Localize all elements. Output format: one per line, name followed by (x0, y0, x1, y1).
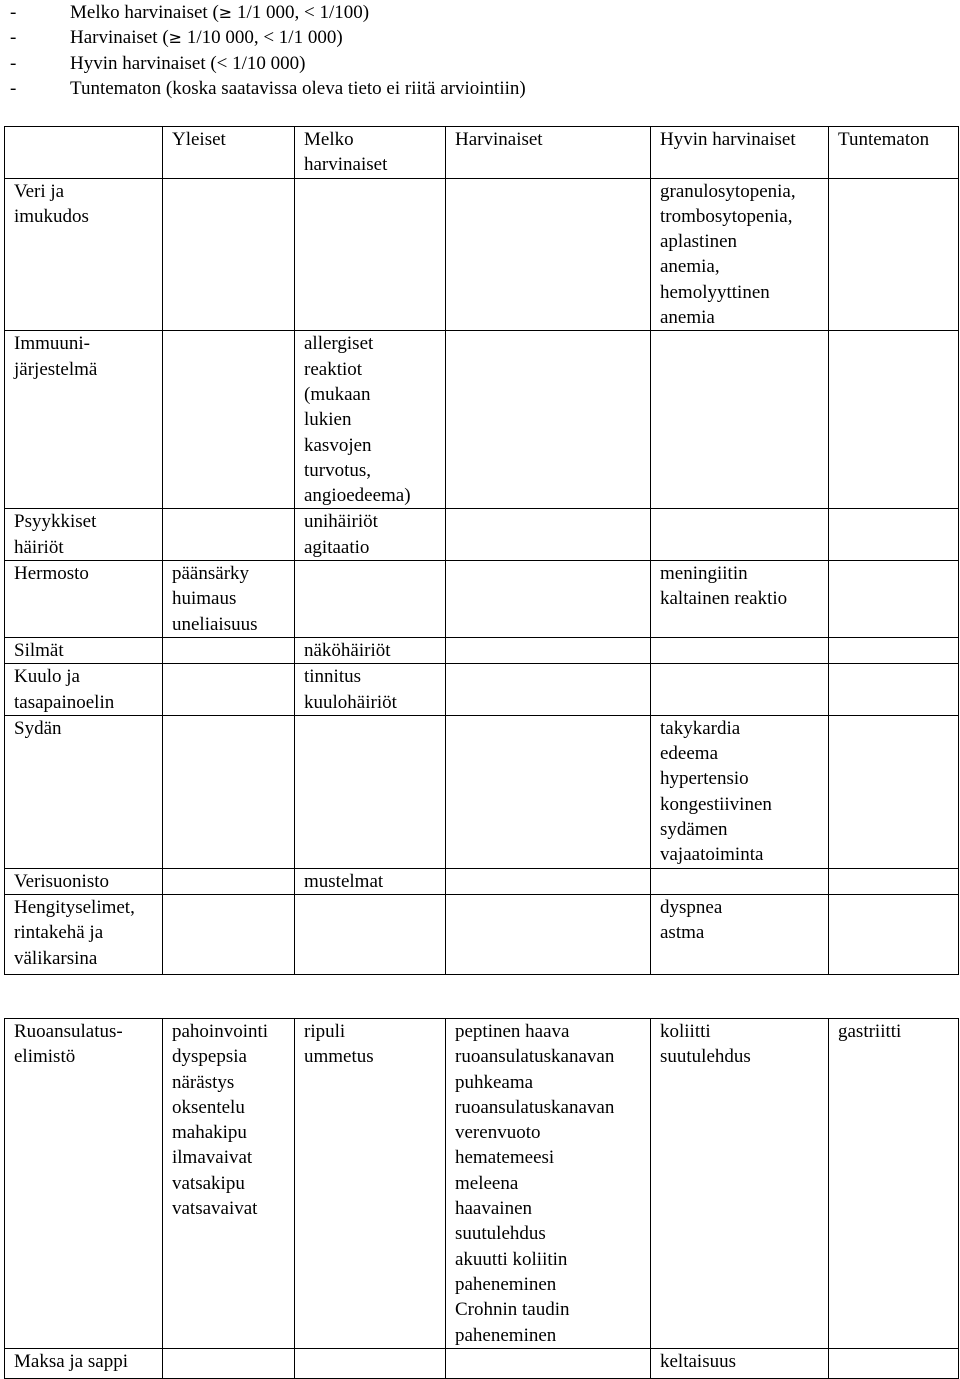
cell-line: Immuuni- (14, 333, 90, 355)
table-row (5, 637, 959, 663)
unknown-cell (829, 509, 959, 561)
header-organ-class (5, 127, 163, 179)
uncommon-cell (295, 715, 446, 868)
table-row (5, 509, 959, 561)
cell-line: trombosytopenia, (660, 205, 793, 227)
cell-line: Crohnin taudin (455, 1299, 570, 1321)
rare-cell (446, 509, 651, 561)
organ-class-cell (5, 894, 163, 974)
table-row (5, 1348, 959, 1378)
cell-line: Psyykkiset (14, 511, 97, 533)
rare-cell (446, 1019, 651, 1349)
rare-cell (446, 1348, 651, 1378)
frequency-item (10, 76, 526, 101)
cell-line: häiriöt (14, 536, 64, 558)
uncommon-cell (295, 509, 446, 561)
organ-class-cell (5, 868, 163, 894)
cell-line: paheneminen (455, 1324, 557, 1346)
list-text: Tuntematon (koska saatavissa oleva tieto ei riitä arviointiin) (70, 77, 526, 99)
list-text: 1/10 000, < 1/1 000) (182, 27, 343, 49)
cell-line: (mukaan (304, 383, 371, 405)
adverse-effects-table-continued (4, 1018, 959, 1379)
header-uncommon: Melko harvinaiset (295, 127, 446, 179)
cell-line: lukien (304, 409, 352, 431)
cell-line: Sydän (14, 717, 62, 739)
table-body (5, 1019, 959, 1379)
header-very-rare: Hyvin harvinaiset (651, 127, 829, 179)
list-text: Melko harvinaiset ( (70, 2, 219, 23)
cell-line: agitaatio (304, 536, 370, 558)
header-common: Yleiset (163, 127, 295, 179)
common-cell (163, 637, 295, 663)
cell-line: pahoinvointi (172, 1021, 269, 1042)
cell-line: dyspnea (660, 896, 723, 918)
common-cell (163, 664, 295, 716)
header-unknown: Tuntematon (829, 127, 959, 179)
table-row (5, 868, 959, 894)
cell-line: kaltainen reaktio (660, 588, 788, 610)
unknown-cell (829, 561, 959, 638)
greater-equal-symbol: ≥ (218, 3, 233, 22)
table-row (5, 561, 959, 638)
unknown-cell (829, 331, 959, 509)
cell-line: hematemeesi (455, 1147, 555, 1169)
cell-line: angioedeema) (304, 485, 411, 507)
cell-line: turvotus, (304, 459, 372, 481)
common-cell (163, 1019, 295, 1349)
organ-class-cell (5, 664, 163, 716)
cell-line: Silmät (14, 639, 64, 661)
rare-cell (446, 894, 651, 974)
uncommon-cell (295, 894, 446, 974)
cell-line: unihäiriöt (304, 511, 378, 533)
unknown-cell (829, 894, 959, 974)
very-rare-cell (651, 868, 829, 894)
organ-class-cell (5, 561, 163, 638)
uncommon-cell (295, 331, 446, 509)
uncommon-cell (295, 664, 446, 716)
unknown-cell (829, 1348, 959, 1378)
table-row (5, 1019, 959, 1349)
cell-line: dyspepsia (172, 1046, 247, 1068)
frequency-definition-list (10, 0, 526, 101)
very-rare-cell (651, 664, 829, 716)
common-cell (163, 1348, 295, 1378)
cell-line: vatsavaivat (172, 1198, 258, 1220)
cell-line: meleena (455, 1172, 519, 1194)
cell-line: granulosytopenia, (660, 180, 796, 202)
cell-line: ripuli (304, 1021, 346, 1042)
cell-line: Ruoansulatus- (14, 1021, 123, 1042)
organ-class-cell (5, 331, 163, 509)
organ-class-cell (5, 637, 163, 663)
cell-line: suutulehdus (455, 1223, 546, 1245)
cell-line: paheneminen (455, 1273, 557, 1295)
cell-line: meningiitin (660, 563, 748, 585)
greater-equal-symbol: ≥ (168, 28, 183, 48)
table-row (5, 331, 959, 509)
unknown-cell (829, 1019, 959, 1349)
cell-line: aplastinen (660, 231, 738, 253)
cell-line: gastriitti (838, 1021, 902, 1042)
very-rare-cell (651, 1019, 829, 1349)
common-cell (163, 178, 295, 331)
organ-class-cell (5, 715, 163, 868)
cell-line: reaktiot (304, 358, 363, 380)
cell-line: ummetus (304, 1046, 374, 1068)
cell-line: haavainen (455, 1198, 533, 1220)
very-rare-cell (651, 715, 829, 868)
cell-line: Hengityselimet, (14, 896, 135, 918)
cell-line: anemia (660, 307, 715, 329)
rare-cell (446, 561, 651, 638)
list-dash: - (10, 27, 17, 49)
cell-line: huimaus (172, 588, 237, 610)
rare-cell (446, 178, 651, 331)
cell-line: keltaisuus (660, 1350, 736, 1372)
cell-line: kongestiivinen (660, 793, 772, 815)
common-cell (163, 868, 295, 894)
common-cell (163, 715, 295, 868)
very-rare-cell (651, 1348, 829, 1378)
unknown-cell (829, 178, 959, 331)
cell-line: Maksa ja sappi (14, 1350, 128, 1372)
table-row (5, 178, 959, 331)
cell-line: edeema (660, 743, 719, 765)
table-row (5, 715, 959, 868)
common-cell (163, 509, 295, 561)
uncommon-cell (295, 561, 446, 638)
cell-line: elimistö (14, 1046, 76, 1068)
cell-line: välikarsina (14, 947, 98, 969)
cell-line: kuulohäiriöt (304, 691, 397, 713)
cell-line: näköhäiriöt (304, 639, 391, 661)
very-rare-cell (651, 561, 829, 638)
cell-line: vatsakipu (172, 1172, 245, 1194)
cell-line: mahakipu (172, 1122, 247, 1144)
cell-line: suutulehdus (660, 1046, 751, 1068)
list-text: Harvinaiset ( (70, 27, 169, 49)
cell-line: päänsärky (172, 563, 250, 585)
table-body (5, 178, 959, 974)
list-dash: - (10, 2, 17, 23)
organ-class-cell (5, 509, 163, 561)
list-text: Hyvin harvinaiset (< 1/10 000) (70, 52, 306, 74)
cell-line: järjestelmä (14, 358, 98, 380)
cell-line: närästys (172, 1071, 235, 1093)
cell-line: Veri ja (14, 180, 65, 202)
list-text: 1/1 000, < 1/100) (232, 2, 370, 23)
organ-class-cell (5, 178, 163, 331)
uncommon-cell (295, 1348, 446, 1378)
very-rare-cell (651, 331, 829, 509)
uncommon-cell (295, 178, 446, 331)
very-rare-cell (651, 509, 829, 561)
cell-line: rintakehä ja (14, 922, 104, 944)
cell-line: mustelmat (304, 870, 384, 892)
cell-line: peptinen haava (455, 1021, 570, 1042)
common-cell (163, 894, 295, 974)
cell-line: tinnitus (304, 666, 362, 688)
common-cell (163, 561, 295, 638)
header-row (5, 127, 959, 179)
cell-line: uneliaisuus (172, 613, 258, 635)
table-row (5, 664, 959, 716)
rare-cell (446, 715, 651, 868)
cell-line: takykardia (660, 717, 741, 739)
cell-line: Kuulo ja (14, 666, 80, 688)
frequency-item (10, 0, 526, 25)
cell-line: sydämen (660, 819, 728, 841)
common-cell (163, 331, 295, 509)
rare-cell (446, 868, 651, 894)
cell-line: hypertensio (660, 768, 749, 790)
unknown-cell (829, 637, 959, 663)
cell-line: ruoansulatuskanavan (455, 1096, 615, 1118)
rare-cell (446, 331, 651, 509)
list-dash: - (10, 52, 17, 74)
cell-line: Verisuonisto (14, 870, 109, 892)
cell-line: akuutti koliitin (455, 1248, 568, 1270)
cell-line: anemia, (660, 256, 720, 278)
unknown-cell (829, 664, 959, 716)
list-dash: - (10, 77, 17, 99)
cell-line: verenvuoto (455, 1122, 541, 1144)
cell-line: Hermosto (14, 563, 89, 585)
cell-line: imukudos (14, 205, 89, 227)
very-rare-cell (651, 894, 829, 974)
cell-line: ruoansulatuskanavan (455, 1046, 615, 1068)
frequency-item (10, 51, 526, 76)
cell-line: koliitti (660, 1021, 711, 1042)
organ-class-cell (5, 1019, 163, 1349)
rare-cell (446, 664, 651, 716)
rare-cell (446, 637, 651, 663)
unknown-cell (829, 868, 959, 894)
cell-line: kasvojen (304, 434, 372, 456)
cell-line: allergiset (304, 333, 374, 355)
uncommon-cell (295, 868, 446, 894)
table-row (5, 894, 959, 974)
very-rare-cell (651, 178, 829, 331)
unknown-cell (829, 715, 959, 868)
cell-line: oksentelu (172, 1096, 245, 1118)
uncommon-cell (295, 1019, 446, 1349)
frequency-item (10, 25, 526, 50)
cell-line: vajaatoiminta (660, 844, 764, 866)
organ-class-cell (5, 1348, 163, 1378)
cell-line: puhkeama (455, 1071, 534, 1093)
cell-line: hemolyyttinen (660, 281, 770, 303)
cell-line: astma (660, 922, 705, 944)
cell-line: ilmavaivat (172, 1147, 253, 1169)
uncommon-cell (295, 637, 446, 663)
header-rare: Harvinaiset (446, 127, 651, 179)
adverse-effects-table (4, 126, 959, 975)
very-rare-cell (651, 637, 829, 663)
cell-line: tasapainoelin (14, 691, 115, 713)
